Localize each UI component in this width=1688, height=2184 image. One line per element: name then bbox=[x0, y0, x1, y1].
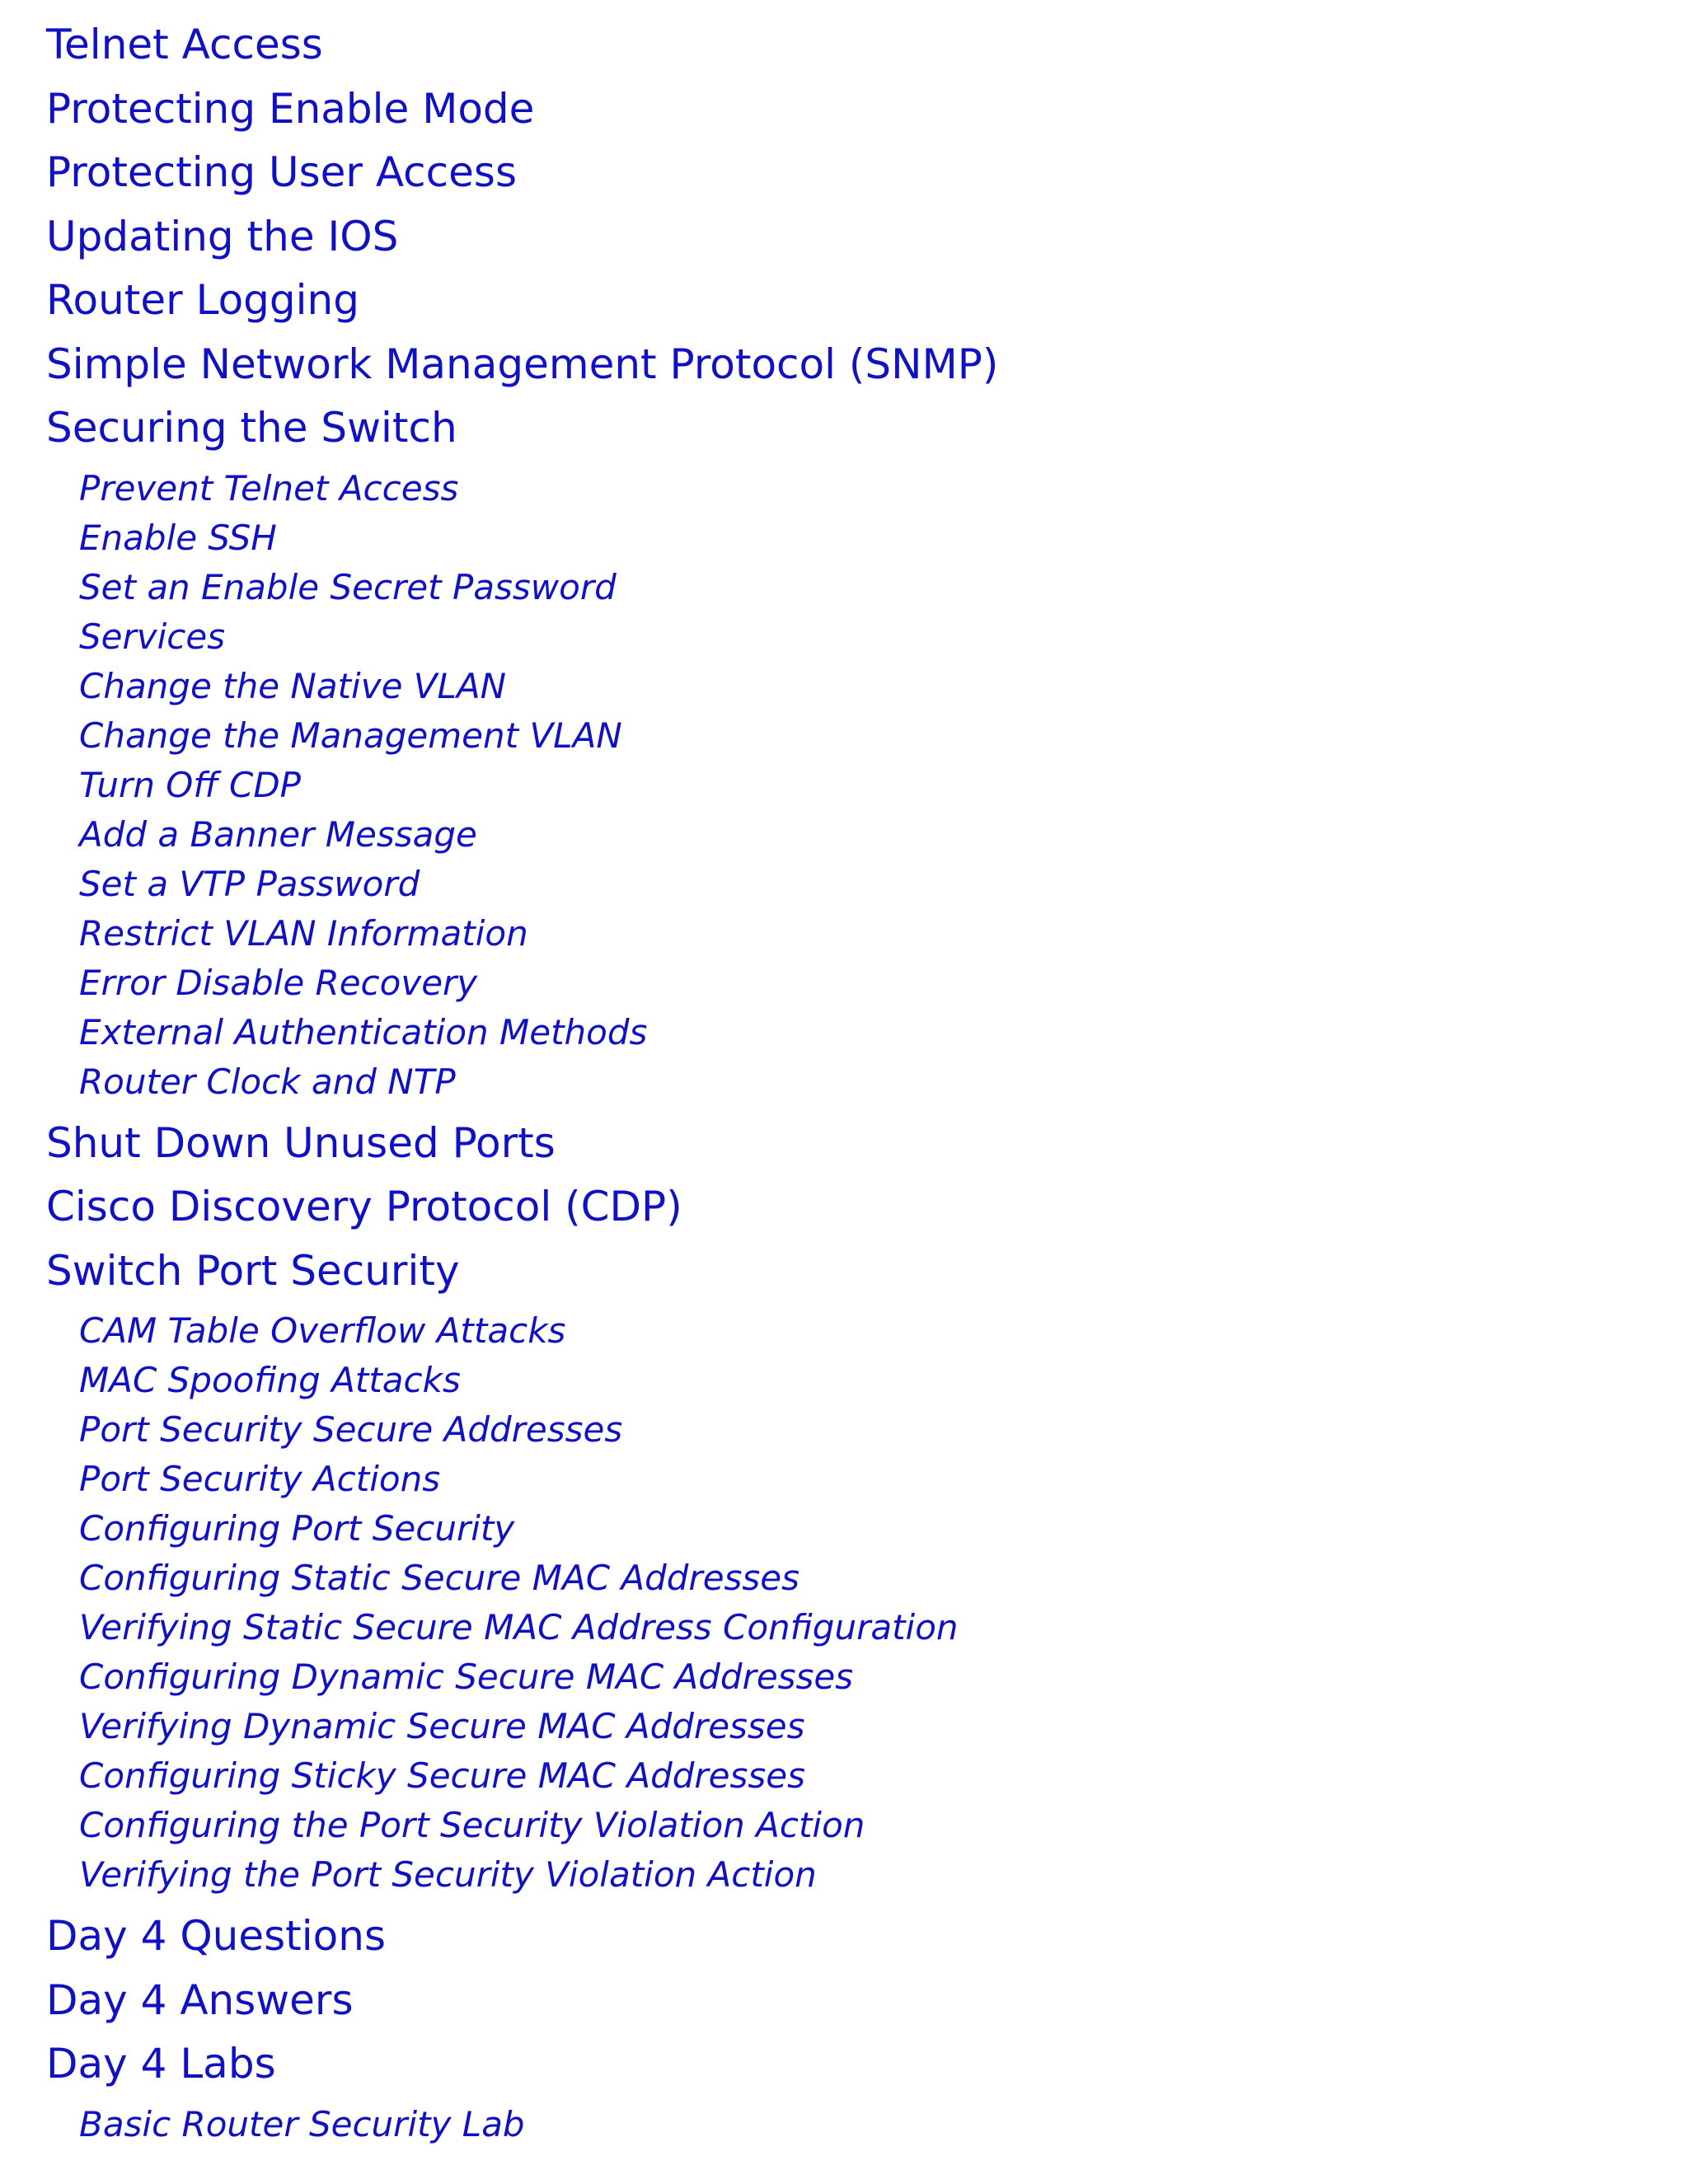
toc-subentry bbox=[46, 612, 998, 662]
toc-subentry bbox=[46, 1652, 998, 1702]
toc-subentry bbox=[46, 761, 998, 810]
toc-entry bbox=[46, 13, 998, 77]
toc-sublink[interactable]: Prevent Telnet Access bbox=[79, 467, 459, 509]
toc-link[interactable]: Day 4 Labs bbox=[46, 2040, 276, 2088]
toc-sublink[interactable]: Enable SSH bbox=[79, 517, 277, 558]
toc-subentry bbox=[46, 513, 998, 563]
toc-subentry bbox=[46, 1306, 998, 1356]
toc-sublink[interactable]: External Authentication Methods bbox=[79, 1011, 648, 1052]
toc-subentry bbox=[46, 909, 998, 958]
toc-sublink[interactable]: Error Disable Recovery bbox=[79, 962, 478, 1003]
toc-subentry bbox=[46, 1603, 998, 1652]
toc-entry bbox=[46, 1175, 998, 1240]
toc-sublink[interactable]: Change the Management VLAN bbox=[79, 715, 622, 756]
toc-subentry bbox=[46, 1008, 998, 1057]
toc-sublink[interactable]: Set a VTP Password bbox=[79, 863, 420, 904]
toc-subentry bbox=[46, 1751, 998, 1801]
toc-entry bbox=[46, 1112, 998, 1176]
toc-sublink[interactable]: Configuring Static Secure MAC Addresses bbox=[79, 1558, 800, 1598]
toc-subentry bbox=[46, 860, 998, 909]
toc-link[interactable]: Simple Network Management Protocol (SNMP) bbox=[46, 340, 999, 388]
toc-link[interactable]: Telnet Access bbox=[46, 21, 323, 68]
toc-link[interactable]: Switch Port Security bbox=[46, 1246, 460, 1295]
toc-sublink[interactable]: Add a Banner Message bbox=[79, 813, 477, 855]
toc-sublink[interactable]: Verifying Static Secure MAC Address Configuration bbox=[79, 1607, 959, 1647]
toc-entry bbox=[46, 2032, 998, 2097]
toc-subentry bbox=[46, 1801, 998, 1850]
toc-link[interactable]: Shut Down Unused Ports bbox=[46, 1118, 556, 1167]
toc-subentry bbox=[46, 464, 998, 513]
toc-subentry bbox=[46, 1356, 998, 1405]
toc-sublink[interactable]: Router Clock and NTP bbox=[79, 1061, 456, 1102]
toc-sublink[interactable]: Set an Enable Secret Password bbox=[79, 566, 617, 607]
toc-link[interactable]: Day 4 Answers bbox=[46, 1975, 354, 2024]
toc-entry bbox=[46, 1240, 998, 1304]
toc-subentry bbox=[46, 662, 998, 711]
toc-subentry bbox=[46, 1504, 998, 1554]
toc-entry bbox=[46, 269, 998, 333]
toc-sublink[interactable]: Configuring Port Security bbox=[79, 1508, 515, 1549]
toc-link[interactable]: Cisco Discovery Protocol (CDP) bbox=[46, 1183, 682, 1230]
toc-subentry bbox=[46, 711, 998, 761]
toc-sublink[interactable]: Configuring the Port Security Violation Action bbox=[79, 1805, 865, 1845]
toc-entry bbox=[46, 1905, 998, 1969]
toc-sublink[interactable]: Change the Native VLAN bbox=[79, 665, 507, 706]
toc-entry bbox=[46, 333, 998, 397]
table-of-contents bbox=[46, 13, 998, 2149]
toc-sublink[interactable]: Turn Off CDP bbox=[79, 764, 302, 805]
toc-entry bbox=[46, 396, 998, 461]
toc-sublink[interactable]: Configuring Dynamic Secure MAC Addresses bbox=[79, 1657, 854, 1697]
toc-link[interactable]: Protecting User Access bbox=[46, 148, 518, 196]
toc-sublink[interactable]: Restrict VLAN Information bbox=[79, 912, 528, 954]
toc-subentry bbox=[46, 1850, 998, 1900]
toc-subentry bbox=[46, 563, 998, 612]
toc-subentry bbox=[46, 810, 998, 860]
toc-subentry bbox=[46, 2100, 998, 2149]
toc-link[interactable]: Router Logging bbox=[46, 276, 359, 324]
toc-sublink[interactable]: CAM Table Overflow Attacks bbox=[79, 1310, 566, 1351]
toc-subentry bbox=[46, 1057, 998, 1107]
toc-subentry bbox=[46, 1702, 998, 1751]
toc-sublink[interactable]: Verifying Dynamic Secure MAC Addresses bbox=[79, 1706, 805, 1746]
toc-sublink[interactable]: Basic Router Security Lab bbox=[79, 2103, 525, 2144]
toc-entry bbox=[46, 205, 998, 269]
toc-sublink[interactable]: Services bbox=[79, 616, 226, 657]
toc-entry bbox=[46, 77, 998, 142]
toc-subentry bbox=[46, 1405, 998, 1455]
toc-sublink[interactable]: Configuring Sticky Secure MAC Addresses bbox=[79, 1755, 805, 1796]
toc-link[interactable]: Day 4 Questions bbox=[46, 1912, 387, 1960]
toc-entry bbox=[46, 141, 998, 205]
toc-sublink[interactable]: MAC Spoofing Attacks bbox=[79, 1360, 461, 1400]
toc-link[interactable]: Updating the IOS bbox=[46, 212, 399, 260]
toc-link[interactable]: Protecting Enable Mode bbox=[46, 84, 535, 133]
toc-subentry bbox=[46, 958, 998, 1008]
toc-sublink[interactable]: Verifying the Port Security Violation Action bbox=[79, 1854, 817, 1895]
toc-subentry bbox=[46, 1554, 998, 1603]
toc-entry bbox=[46, 1969, 998, 2033]
toc-subentry bbox=[46, 1455, 998, 1504]
toc-link[interactable]: Securing the Switch bbox=[46, 404, 457, 452]
toc-sublink[interactable]: Port Security Actions bbox=[79, 1459, 441, 1499]
toc-sublink[interactable]: Port Security Secure Addresses bbox=[79, 1409, 623, 1450]
